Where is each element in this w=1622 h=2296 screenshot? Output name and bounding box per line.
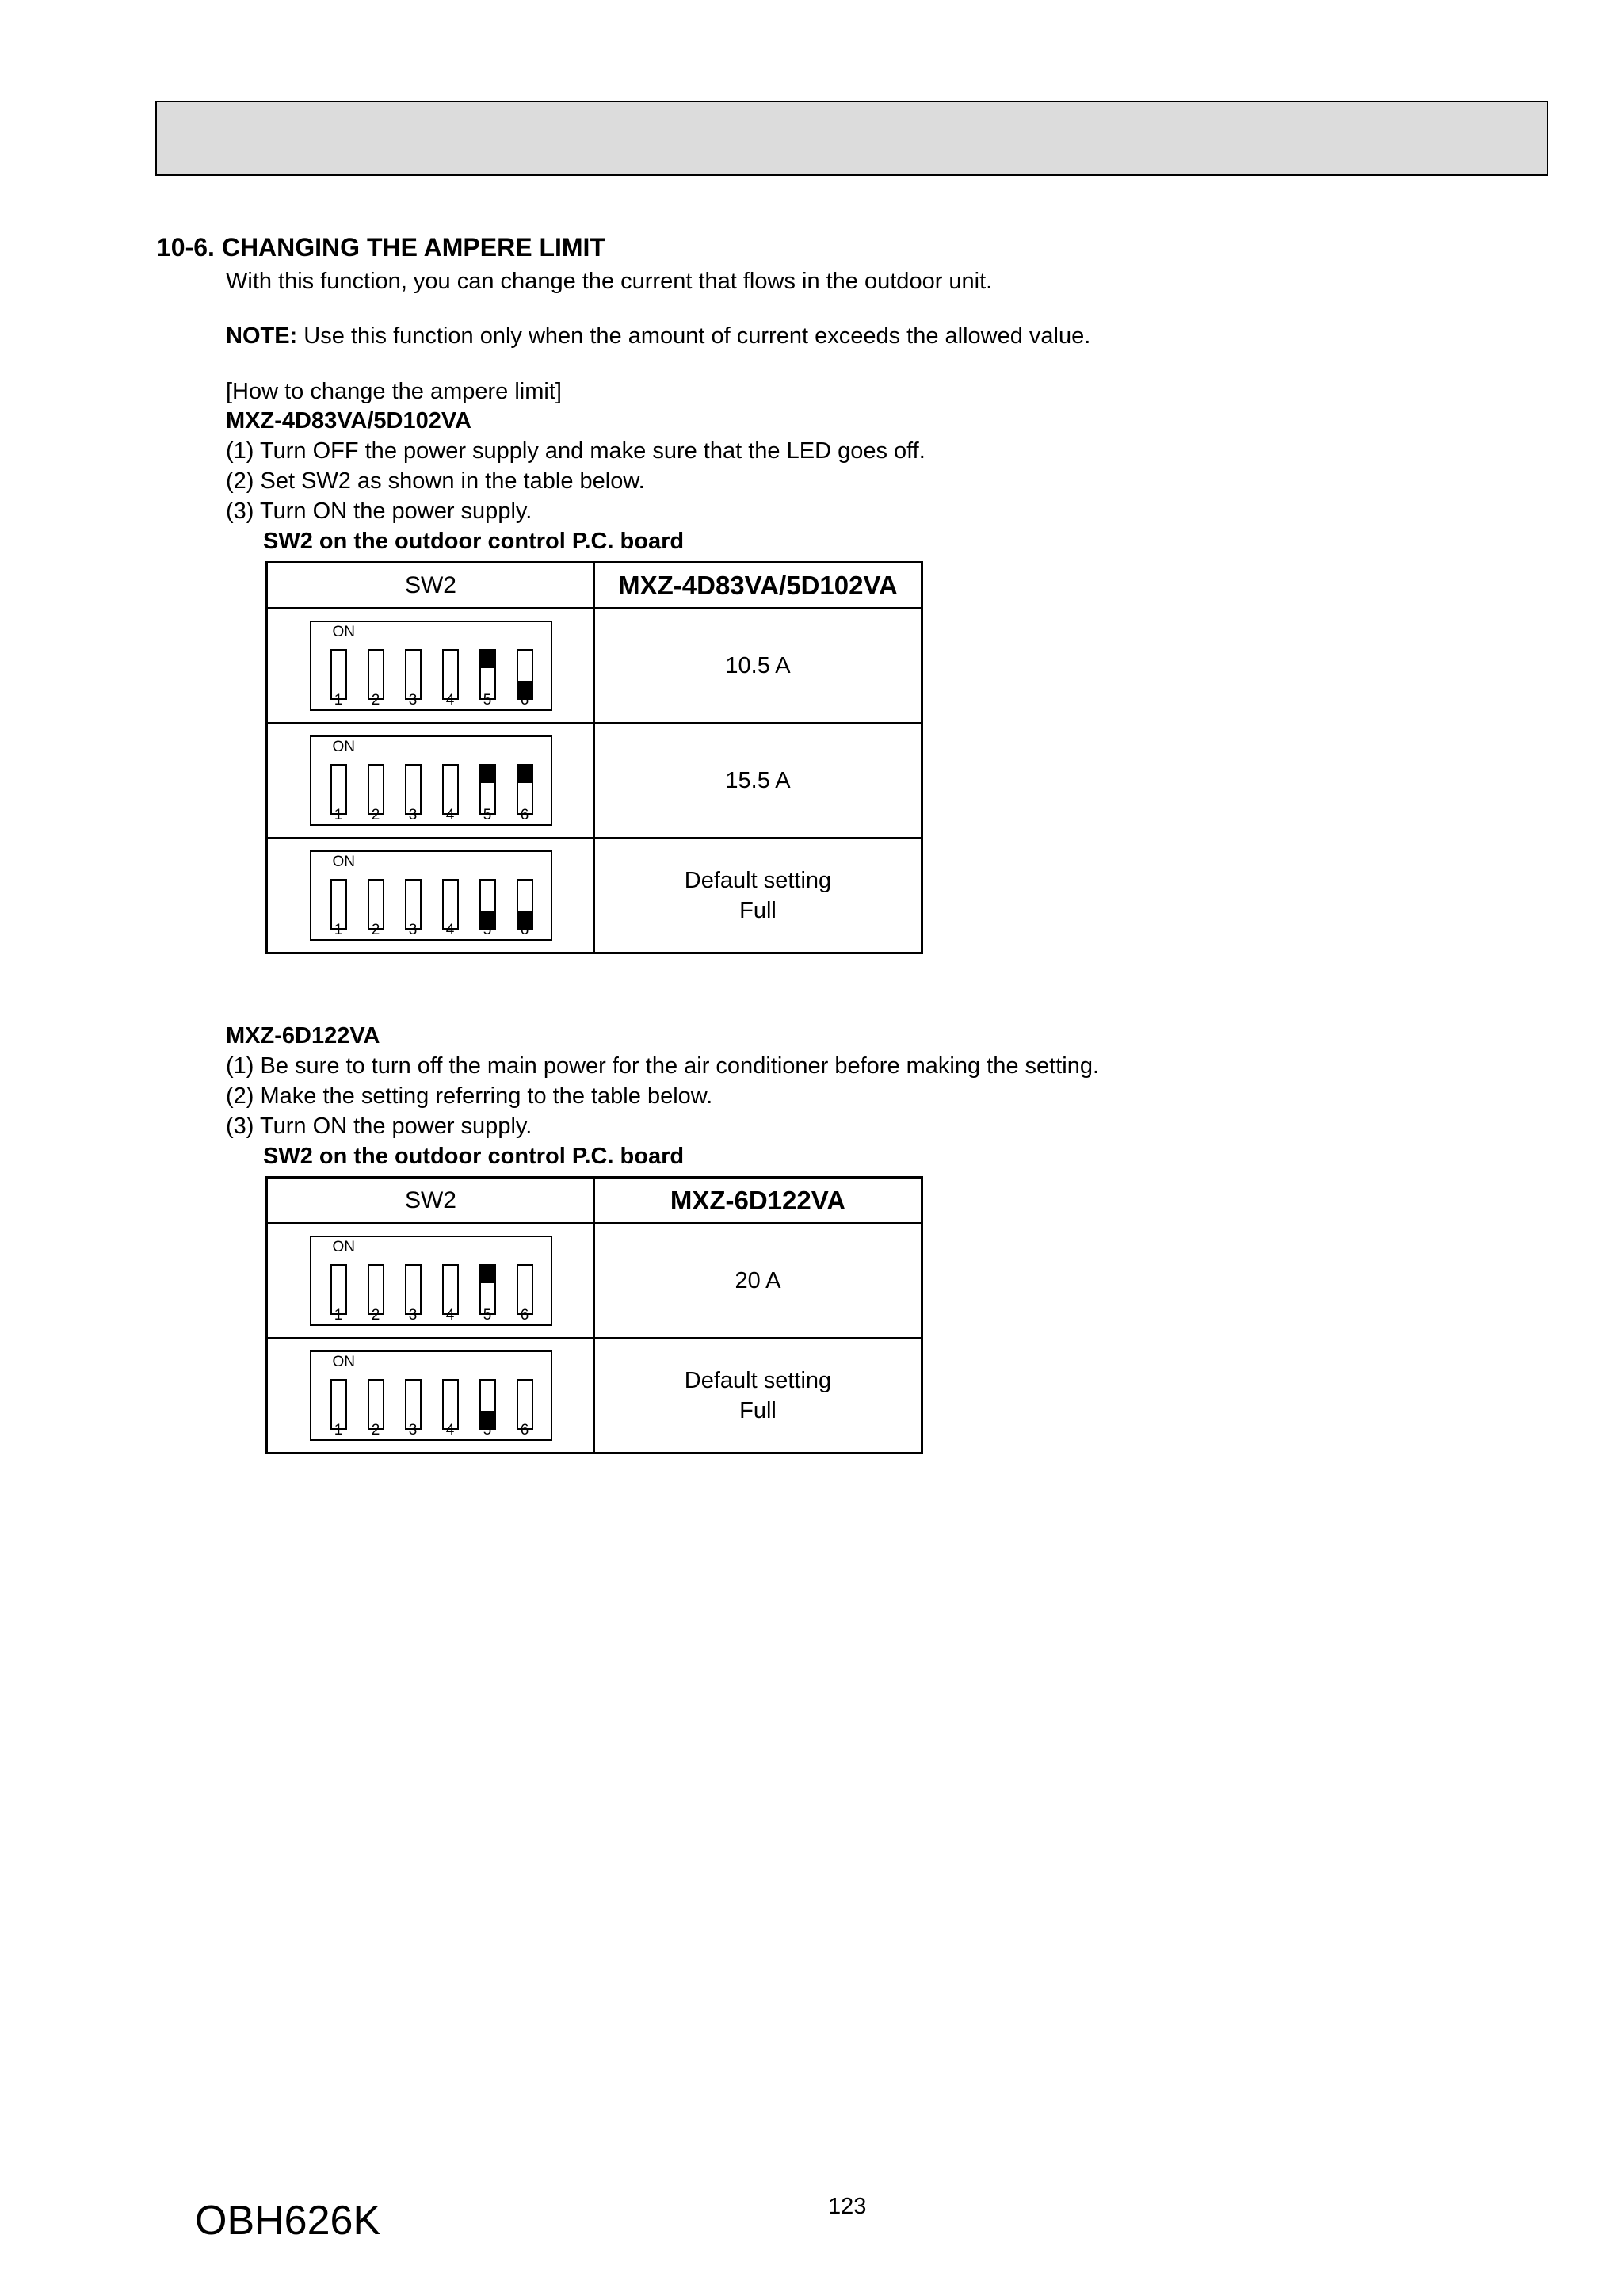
dip-switch-number: 5 (483, 1421, 492, 1438)
setting-value (594, 1223, 922, 1338)
dip-switch-number: 4 (445, 1306, 455, 1324)
dip-switch-number: 6 (520, 691, 529, 709)
dip-switch-number: 5 (483, 806, 492, 823)
dip-switch-knob (481, 651, 494, 668)
dip-switch-number: 5 (483, 1306, 492, 1324)
group1-step-1: (1) Turn OFF the power supply and make sure that the LED goes off. (226, 438, 925, 464)
group1-col-model: MXZ-4D83VA/5D102VA (594, 563, 922, 609)
dip-switch (310, 1350, 552, 1441)
dip-on-label: ON (332, 1238, 355, 1255)
setting-value-line1: 20 A (735, 1267, 781, 1293)
dip-switch-cell (267, 608, 595, 723)
page-number: 123 (828, 2194, 867, 2219)
group2-step-1: (1) Be sure to turn off the main power for the air conditioner before making the setting. (226, 1053, 1100, 1079)
group1-step-2: (2) Set SW2 as shown in the table below. (226, 468, 645, 494)
dip-switch-cell (267, 1223, 595, 1338)
dip-switch (310, 1236, 552, 1326)
how-to-heading: [How to change the ampere limit] (226, 379, 562, 404)
setting-value-line2: Full (739, 897, 777, 923)
note-text: Use this function only when the amount of current exceeds the allowed value. (297, 323, 1091, 349)
dip-switch-number: 2 (371, 806, 380, 823)
dip-switch-number: 1 (334, 691, 343, 709)
dip-switch-number: 3 (408, 806, 418, 823)
dip-switch-number: 4 (445, 921, 455, 938)
dip-switch-number: 2 (371, 691, 380, 709)
group1-col-sw2: SW2 (267, 563, 595, 609)
dip-switch (310, 621, 552, 711)
dip-switch (310, 735, 552, 826)
section-title: 10-6. CHANGING THE AMPERE LIMIT (157, 233, 605, 262)
group1-board-label: SW2 on the outdoor control P.C. board (263, 529, 685, 554)
dip-switch-number: 3 (408, 921, 418, 938)
table-row (267, 1338, 922, 1454)
dip-switch-cell (267, 1338, 595, 1454)
dip-on-label: ON (332, 738, 355, 755)
setting-value-line1: 15.5 A (725, 767, 791, 793)
setting-value (594, 608, 922, 723)
dip-switch-number: 6 (520, 806, 529, 823)
dip-switch-number: 1 (334, 806, 343, 823)
group2-col-model: MXZ-6D122VA (594, 1178, 922, 1224)
table-row (267, 1223, 922, 1338)
group2-board-label: SW2 on the outdoor control P.C. board (263, 1144, 685, 1169)
dip-switch-knob (481, 1266, 494, 1283)
dip-switch-number: 3 (408, 1306, 418, 1324)
group2-model-heading: MXZ-6D122VA (226, 1023, 380, 1049)
dip-switch-number: 3 (408, 1421, 418, 1438)
document-code: OBH626K (195, 2198, 381, 2244)
dip-switch-knob (518, 766, 532, 783)
dip-switch-number: 2 (371, 1421, 380, 1438)
group1-table (265, 561, 923, 954)
group2-step-2: (2) Make the setting referring to the table below. (226, 1083, 713, 1109)
note-label: NOTE: (226, 323, 298, 349)
dip-switch-number: 4 (445, 691, 455, 709)
group2-table (265, 1176, 923, 1454)
note-line (226, 323, 1090, 350)
setting-value-line2: Full (739, 1397, 777, 1423)
setting-value (594, 723, 922, 838)
setting-value-line1: Default setting (684, 1367, 832, 1393)
dip-switch-number: 1 (334, 1421, 343, 1438)
dip-switch-number: 1 (334, 921, 343, 938)
dip-switch-number: 2 (371, 1306, 380, 1324)
intro-text: With this function, you can change the current that flows in the outdoor unit. (226, 269, 993, 294)
setting-value-line1: 10.5 A (725, 652, 791, 678)
table-row (267, 608, 922, 723)
table-row (267, 838, 922, 953)
dip-on-label: ON (332, 623, 355, 640)
header-bar (155, 101, 1548, 176)
dip-switch-number: 4 (445, 1421, 455, 1438)
setting-value-line1: Default setting (684, 867, 832, 893)
group1-step-3: (3) Turn ON the power supply. (226, 499, 532, 524)
table-row (267, 723, 922, 838)
dip-switch-number: 6 (520, 1421, 529, 1438)
dip-switch-cell (267, 723, 595, 838)
group2-col-sw2: SW2 (267, 1178, 595, 1224)
setting-value (594, 1338, 922, 1454)
dip-switch-number: 2 (371, 921, 380, 938)
group1-model-heading: MXZ-4D83VA/5D102VA (226, 408, 471, 434)
dip-switch-cell (267, 838, 595, 953)
setting-value (594, 838, 922, 953)
dip-switch-number: 6 (520, 921, 529, 938)
dip-switch-number: 3 (408, 691, 418, 709)
dip-switch-number: 1 (334, 1306, 343, 1324)
dip-switch-number: 6 (520, 1306, 529, 1324)
dip-on-label: ON (332, 1353, 355, 1370)
dip-on-label: ON (332, 853, 355, 870)
dip-switch-number: 4 (445, 806, 455, 823)
dip-switch-knob (481, 766, 494, 783)
dip-switch-number: 5 (483, 691, 492, 709)
dip-switch (310, 850, 552, 941)
dip-switch-number: 5 (483, 921, 492, 938)
group2-step-3: (3) Turn ON the power supply. (226, 1114, 532, 1139)
